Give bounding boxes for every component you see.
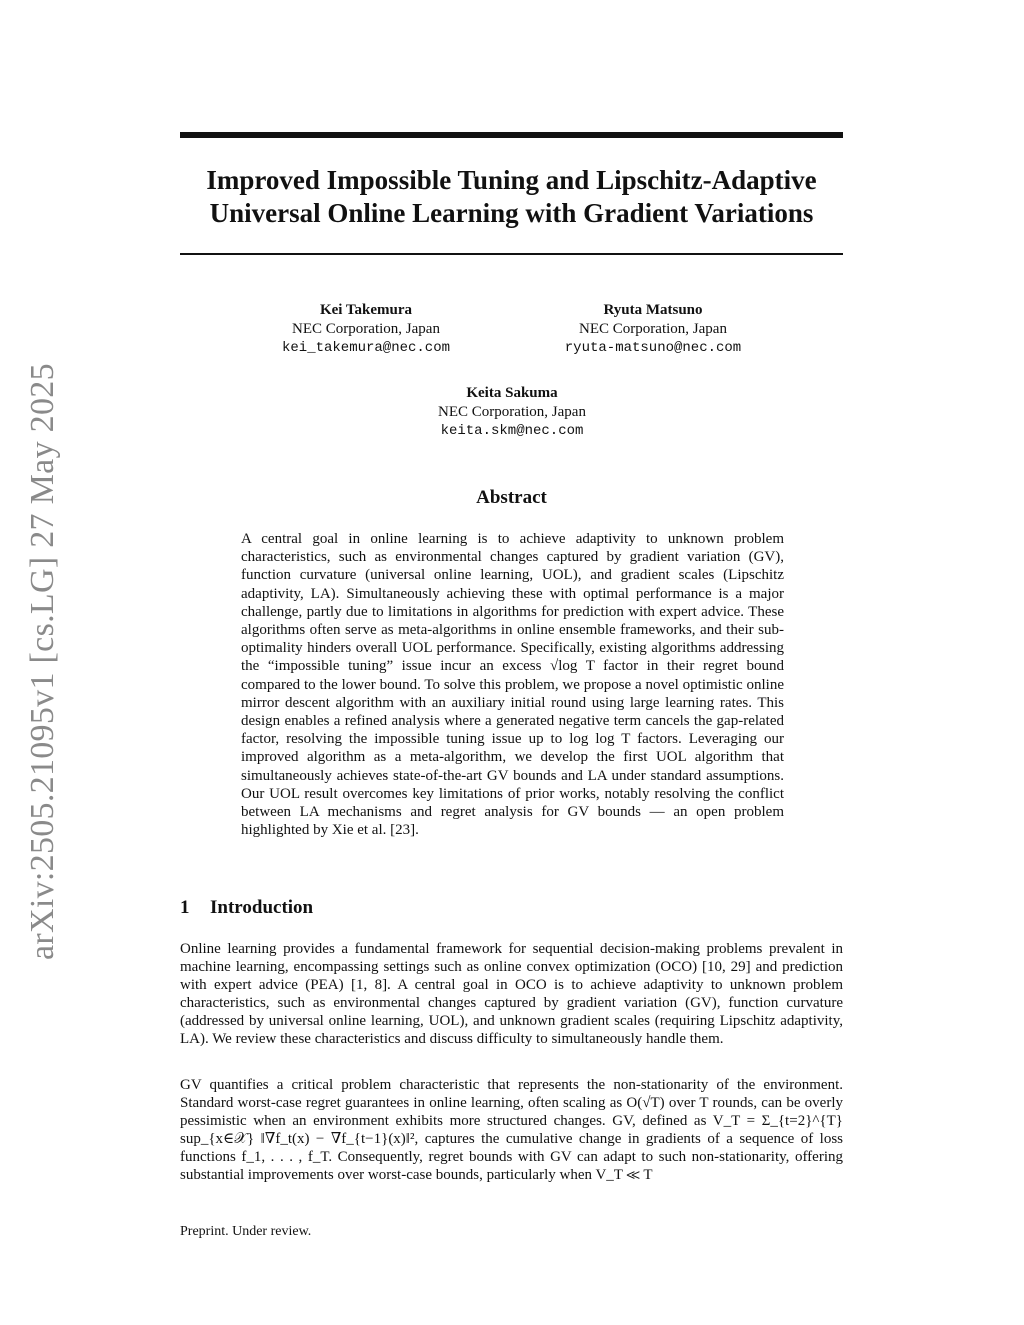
author-email[interactable]: kei_takemura@nec.com [281,340,451,356]
author-block-2 [543,301,763,358]
author-affiliation: NEC Corporation, Japan [579,321,727,337]
author-name: Keita Sakuma [466,385,558,401]
author-block-1 [266,301,466,358]
section-heading [180,897,313,919]
arxiv-identifier: arXiv:2505.21095v1 [cs.LG] 27 May 2025 [24,363,61,960]
author-name: Kei Takemura [319,302,413,318]
author-name: Ryuta Matsuno [603,302,703,318]
paper-title: Improved Impossible Tuning and Lipschitz-Adaptive Universal Online Learning with Gradient Variations [206,165,817,228]
abstract-heading: Abstract [476,487,547,508]
author-block-3 [402,384,622,441]
title-top-rule [180,132,843,138]
author-affiliation: NEC Corporation, Japan [292,321,440,337]
intro-paragraph-2: GV quantifies a critical problem characteristic that represents the non-stationarity of the environment. Standard worst-case regret guarantees in online learning, often scaling as O(√T) over T rounds, can be overly pessimistic when an environment exhibits more structured changes. GV, defined as V_T = Σ_{t=2}^{T} sup_{x∈𝒳} ‖∇f_t(x) − ∇f_{t−1}(x)‖², captures the cumulative change in gradients of a sequence of loss functions f_1, . . . , f_T. Consequently, regret bounds with GV can adapt to such non-stationarity, offering substantial improvements over worst-case bounds, particularly when V_T ≪ T [180,1077,843,1184]
abstract-text: A central goal in online learning is to achieve adaptivity to unknown problem characteristics, such as environmental changes captured by gradient variation (GV), function curvature (universal online learning, UOL), and gradient scales (Lipschitz adaptivity, LA). Simultaneously achieving these with optimal performance is a major challenge, partly due to limitations in algorithms for prediction with expert advice. These algorithms often serve as meta-algorithms in online ensemble frameworks, and their sub-optimality hinders overall UOL performance. Specifically, existing algorithms addressing the “impossible tuning” issue incur an excess √log T factor in their regret bound compared to the lower bound. To solve this problem, we propose a novel optimistic online mirror descent algorithm with an auxiliary initial round using large learning rates. This design enables a refined analysis where a generated negative term cancels the gap-related factor, resolving the impossible tuning issue up to log log T factors. Leveraging our improved algorithm as a meta-algorithm, we develop the first UOL algorithm that simultaneously achieves state-of-the-art GV bounds and LA under standard assumptions. Our UOL result overcomes key limitations of prior works, notably resolving the conflict between LA mechanisms and regret analysis for GV bounds — an open problem highlighted by Xie et al. [23]. [241,531,784,839]
title-bottom-rule [180,253,843,255]
section-number: 1 [180,897,190,918]
footer-note: Preprint. Under review. [180,1224,312,1239]
section-title: Introduction [210,897,314,918]
author-email[interactable]: keita.skm@nec.com [440,423,584,439]
intro-paragraph-1: Online learning provides a fundamental framework for sequential decision-making problems prevalent in machine learning, encompassing settings such as online convex optimization (OCO) [10, 29] and prediction with expert advice (PEA) [1, 8]. A central goal in OCO is to achieve adaptivity to unknown problem characteristics, such as environmental changes captured by gradient variation (GV), function curvature (addressed by universal online learning, UOL), and unknown gradient scales (requiring Lipschitz adaptivity, LA). We review these characteristics and discuss difficulty to simultaneously handle them. [180,941,843,1048]
author-email[interactable]: ryuta-matsuno@nec.com [564,340,742,356]
author-affiliation: NEC Corporation, Japan [438,404,586,420]
